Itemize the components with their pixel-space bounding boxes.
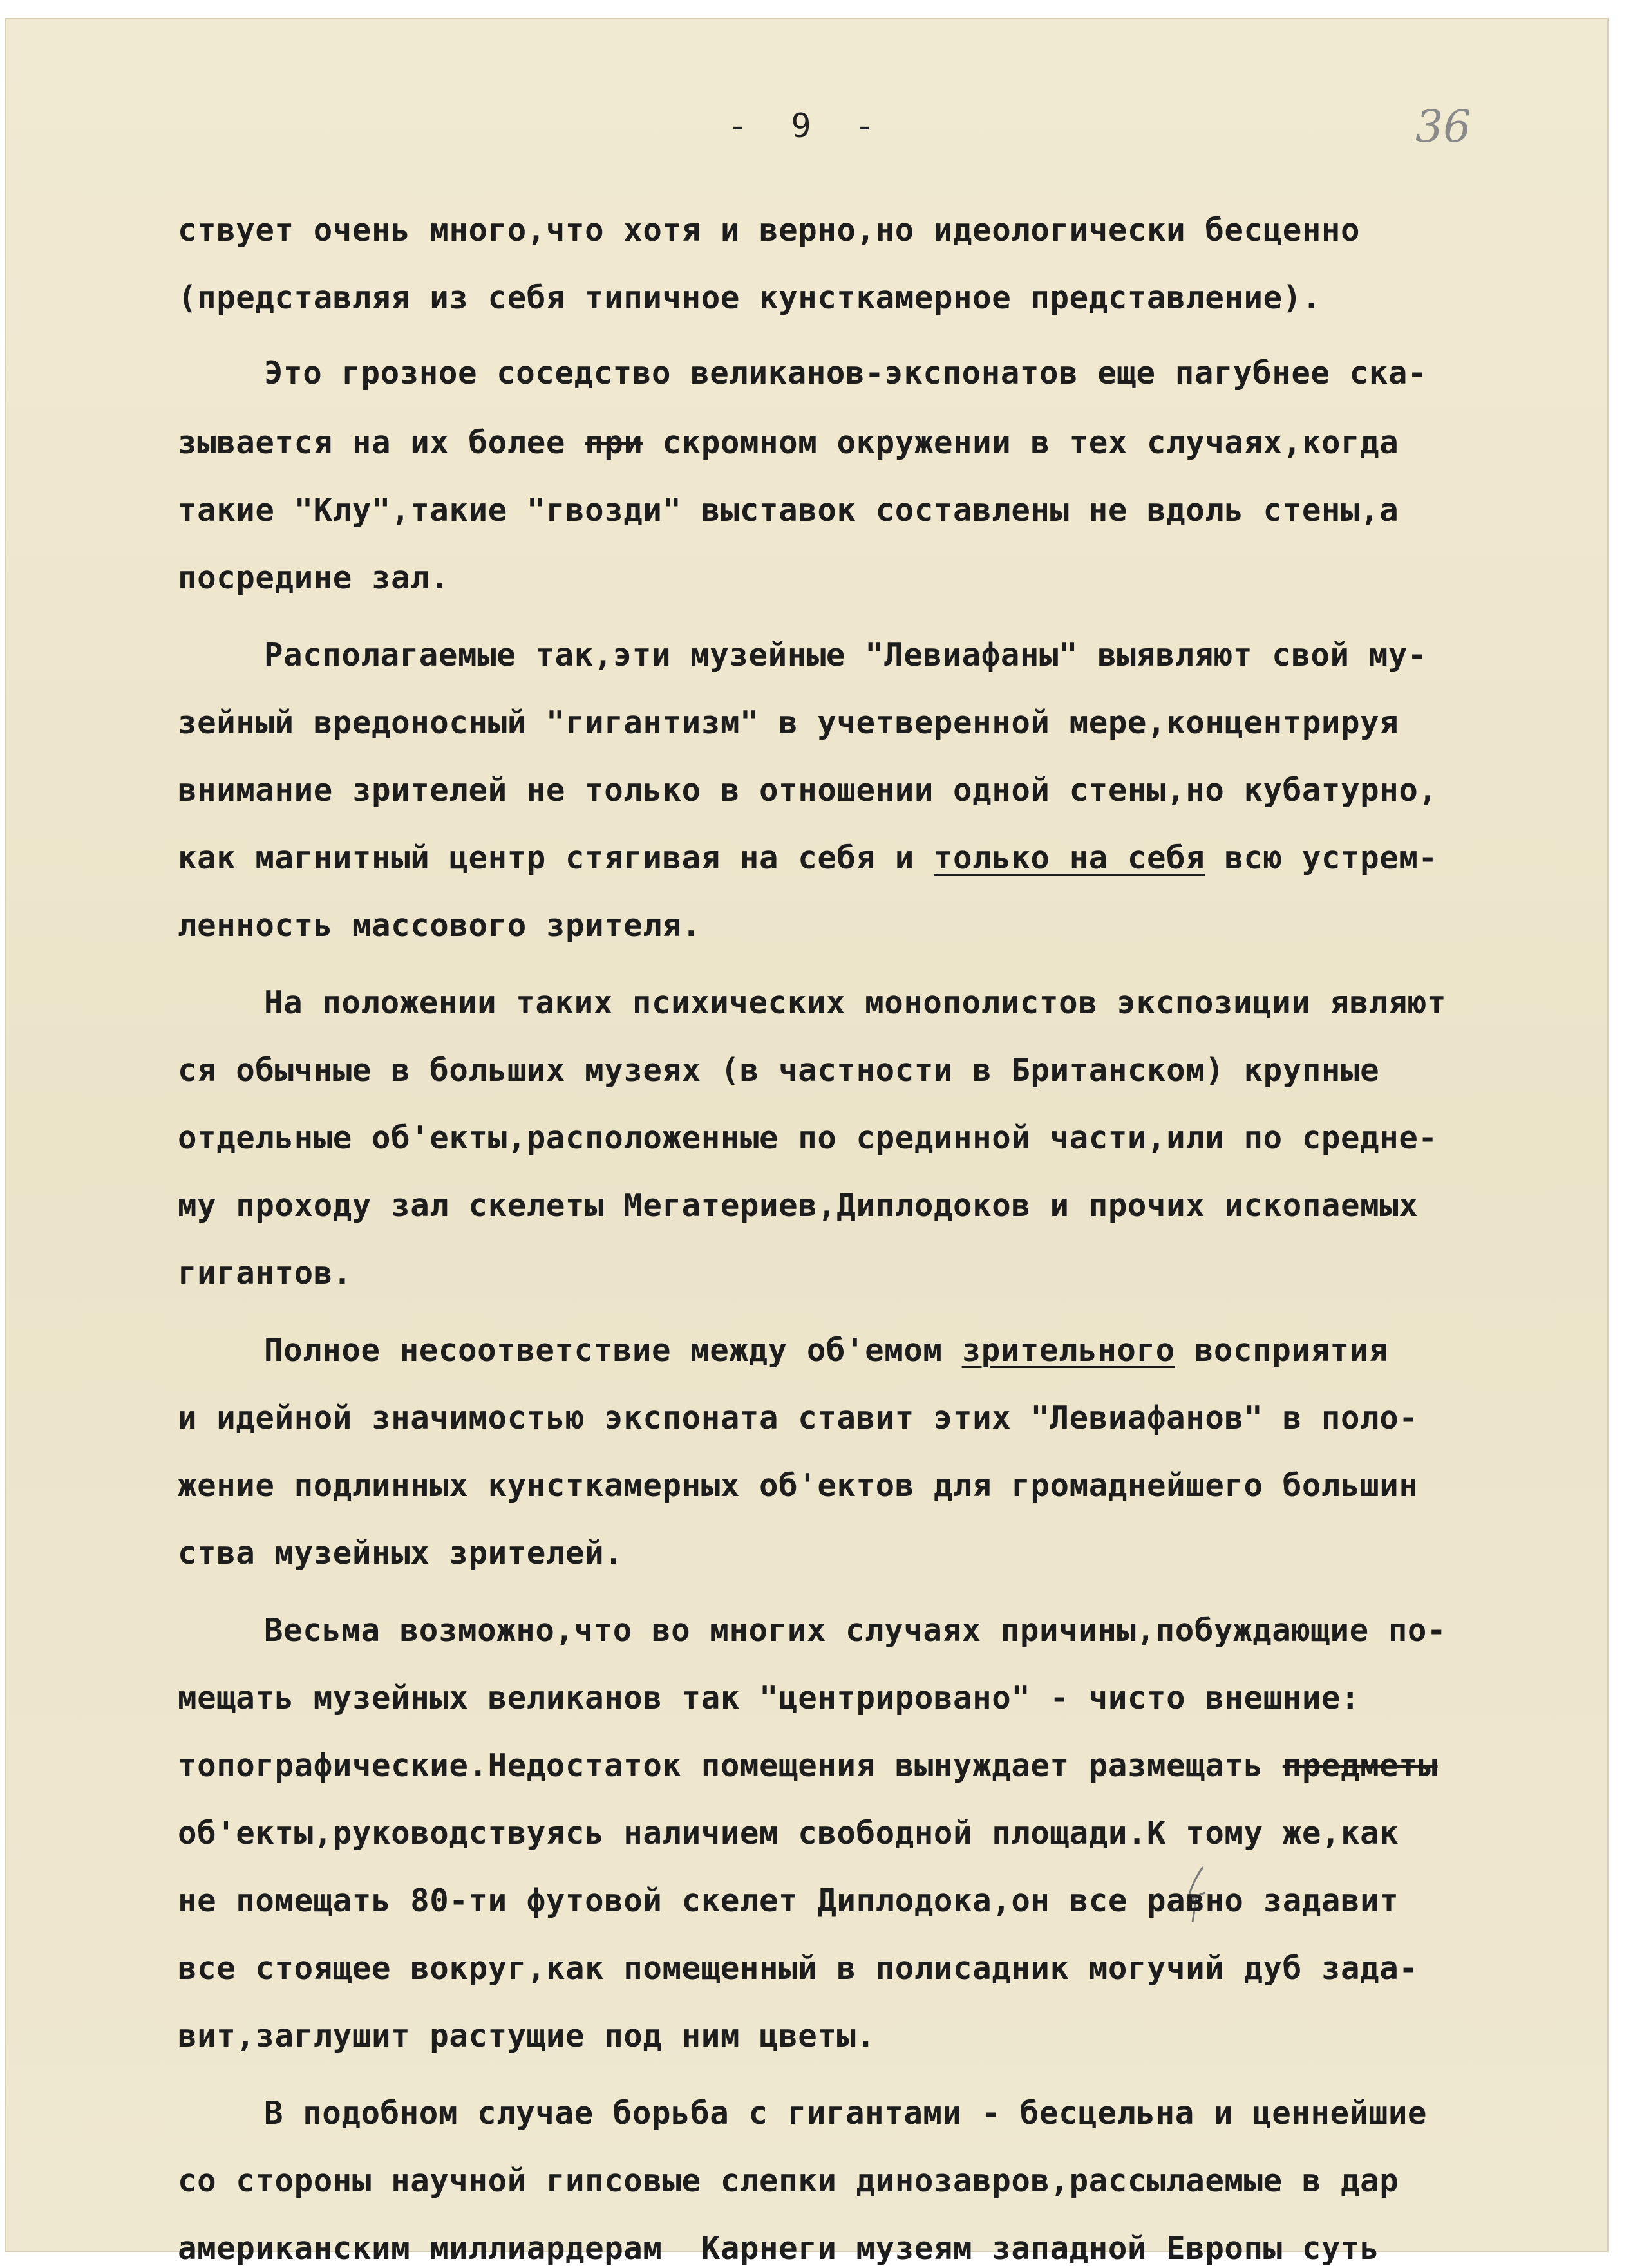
underlined-word: зрительного bbox=[961, 1332, 1175, 1369]
text-line: со стороны научной гипсовые слепки динозавров,рассылаемые в дар bbox=[178, 2162, 1399, 2199]
text-line: посредине зал. bbox=[178, 559, 449, 596]
text-line: отдельные об'екты,расположенные по срединной части,или по средне- bbox=[178, 1120, 1438, 1156]
paragraph-start-line: Полное несоответствие между об'емом зрительного восприятия bbox=[264, 1332, 1388, 1369]
folio-number: 36 bbox=[1415, 102, 1471, 153]
text-line: и идейной значимостью экспоната ставит этих "Левиафанов" в поло- bbox=[178, 1400, 1419, 1436]
text-line: вит,заглушит растущие под ним цветы. bbox=[178, 2018, 876, 2054]
text-line: об'екты,руководствуясь наличием свободной площади.К тому же,как bbox=[178, 1815, 1399, 1851]
text-line: все стоящее вокруг,как помещенный в полисадник могучий дуб зада- bbox=[178, 1950, 1419, 1987]
text-line: внимание зрителей не только в отношении одной стены,но кубатурно, bbox=[178, 772, 1438, 809]
text-line: гигантов. bbox=[178, 1255, 352, 1291]
text-line: не помещать 80-ти футовой скелет Диплодока,он все равно задавит bbox=[178, 1882, 1399, 1919]
struck-word: при bbox=[585, 424, 643, 461]
text-line: му проходу зал скелеты Мегатериев,Диплодоков и прочих ископаемых bbox=[178, 1187, 1419, 1224]
text-line: ся обычные в больших музеях (в частности в Британском) крупные bbox=[178, 1052, 1380, 1089]
text-line: топографические.Недостаток помещения вынуждает размещать предметы bbox=[178, 1747, 1438, 1784]
text-line: жение подлинных кунсткамерных об'ектов для громаднейшего большин bbox=[178, 1467, 1419, 1504]
text-line: зывается на их более при скромном окружении в тех случаях,когда bbox=[178, 424, 1399, 461]
text-line: ленность массового зрителя. bbox=[178, 907, 701, 944]
text-line: ства музейных зрителей. bbox=[178, 1535, 624, 1571]
struck-word: предметы bbox=[1282, 1747, 1438, 1784]
text-line: такие "Клу",такие "гвозди" выставок составлены не вдоль стены,а bbox=[178, 492, 1399, 529]
text-line: мещать музейных великанов так "центрировано" - чисто внешние: bbox=[178, 1680, 1361, 1716]
text-line: как магнитный центр стягивая на себя и только на себя всю устрем- bbox=[178, 839, 1438, 876]
text-line: (представляя из себя типичное кунсткамерное представление). bbox=[178, 279, 1321, 316]
paragraph-start-line: На положении таких психических монополистов экспозиции являют bbox=[264, 984, 1447, 1021]
paragraph-start-line: Это грозное соседство великанов-экспонатов еще пагубнее ска- bbox=[264, 355, 1428, 391]
text-line: ствует очень много,что хотя и верно,но идеологически бесценно bbox=[178, 212, 1361, 248]
paragraph-start-line: В подобном случае борьба с гигантами - бесцельна и ценнейшие bbox=[264, 2095, 1428, 2132]
document-page bbox=[5, 18, 1609, 2267]
paragraph-start-line: Располагаемые так,эти музейные "Левиафаны" выявляют свой му- bbox=[264, 637, 1428, 673]
page-number: - 9 - bbox=[727, 107, 887, 145]
text-line: зейный вредоносный "гигантизм" в учетверенной мере,концентрируя bbox=[178, 704, 1399, 741]
paragraph-start-line: Весьма возможно,что во многих случаях причины,побуждающие по- bbox=[264, 1612, 1447, 1649]
underlined-phrase: только на себя bbox=[933, 839, 1205, 876]
text-line: американским миллиардерам Карнеги музеям западной Европы суть bbox=[178, 2230, 1380, 2267]
